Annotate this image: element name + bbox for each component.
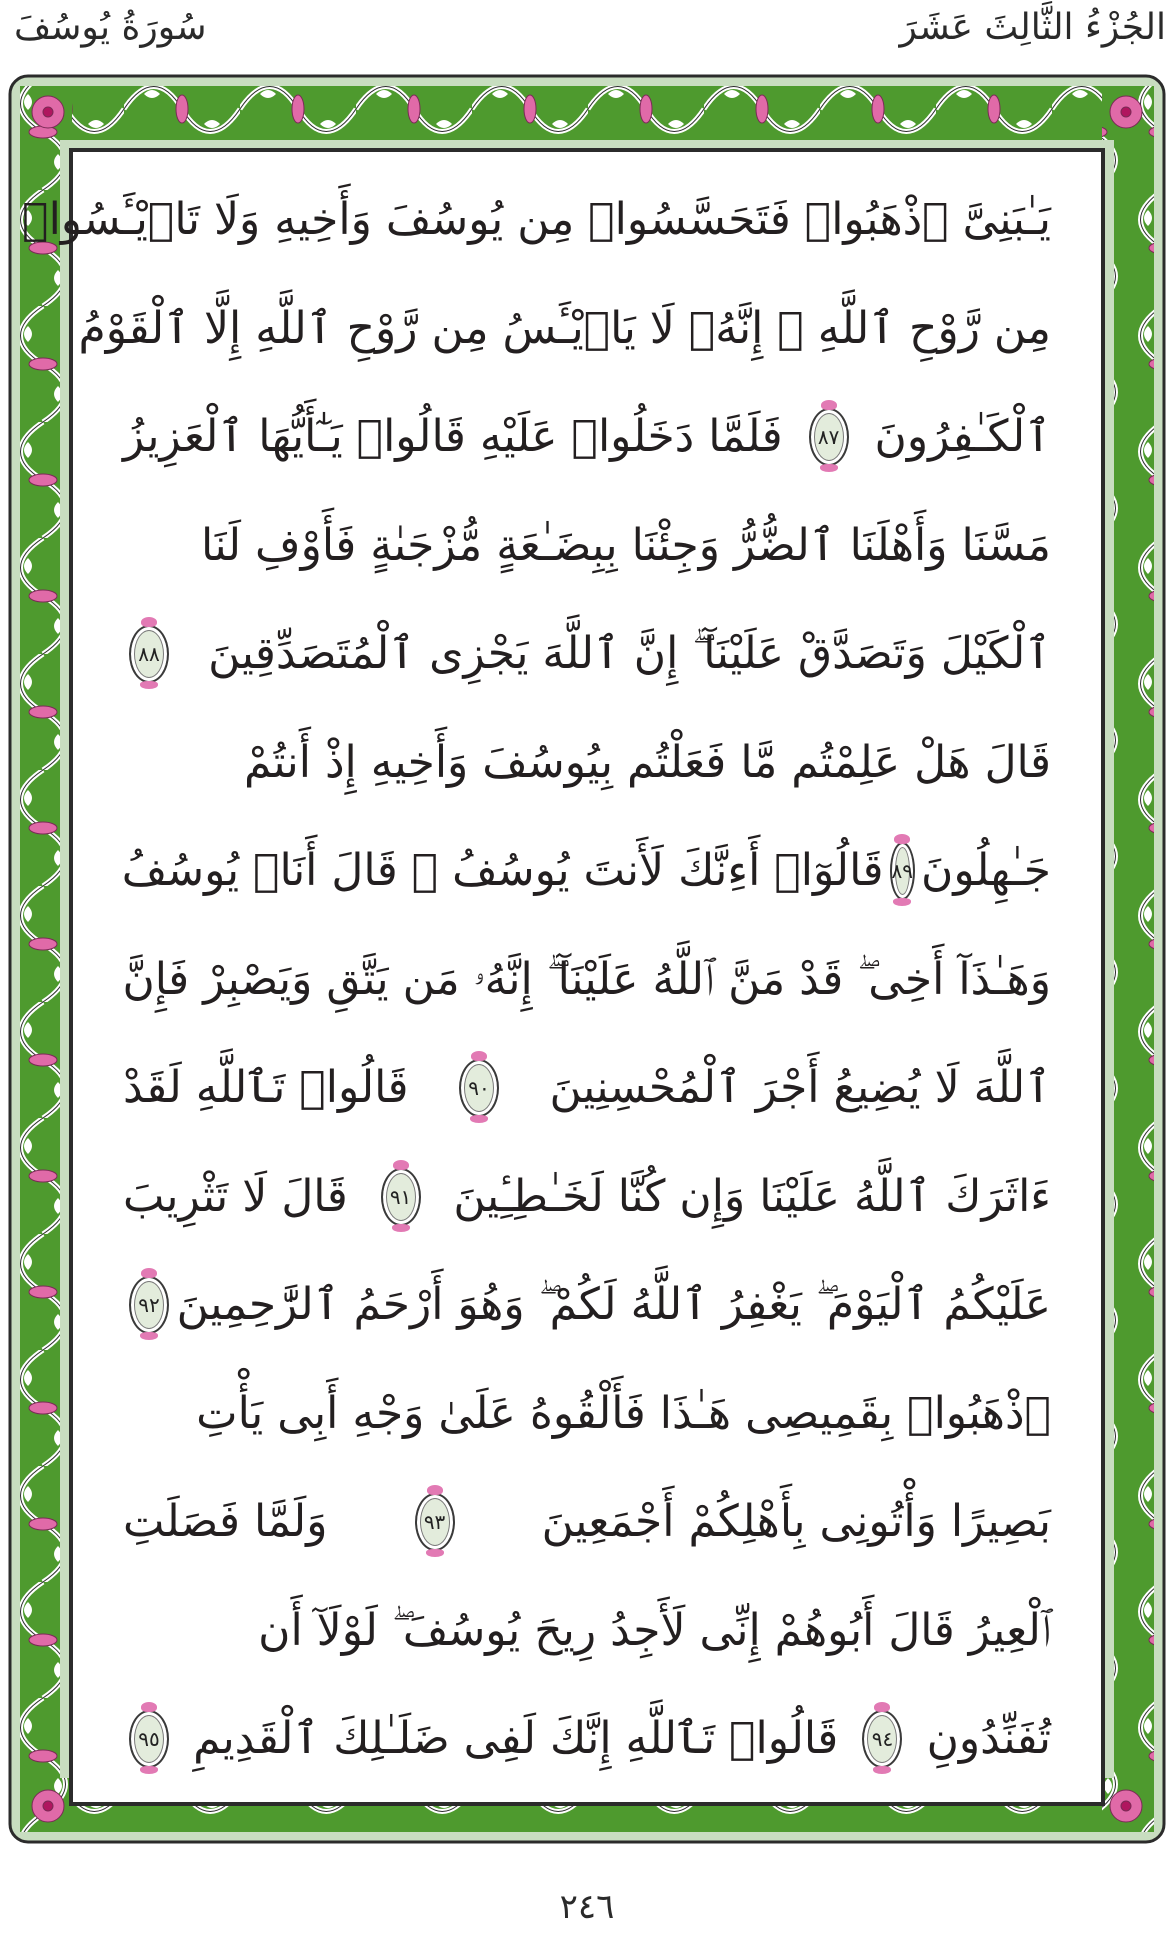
mushaf-text-panel [22,152,1101,1801]
ayah-number-marker: ٩٣ [415,1493,455,1551]
verse-line [123,1360,1051,1468]
verse-text: مَسَّنَا وَأَهْلَنَا ٱلضُّرُّ وَجِئْنَا بِبِضَـٰعَةٍ مُّزْجَىٰةٍ فَأَوْفِ لَنَا [200,519,1051,571]
verse-text: قَالَ هَلْ عَلِمْتُم مَّا فَعَلْتُم بِيُوسُفَ وَأَخِيهِ إِذْ أَنتُمْ [243,736,1051,788]
verse-line [123,1251,1051,1359]
verse-text: ءَاثَرَكَ ٱللَّهُ عَلَيْنَا وَإِن كُنَّا لَخَـٰطِـِٔينَ [453,1170,1051,1222]
verse-line [123,1577,1051,1685]
verse-line [123,817,1051,925]
verse-text: مِن رَّوْحِ ٱللَّهِ ۖ إِنَّهُۥ لَا يَا۟يْـَٔسُ مِن رَّوْحِ ٱللَّهِ إِلَّا ٱلْقَوْمُ [78,302,1051,354]
verse-text: جَـٰهِلُونَ [921,845,1051,896]
verse-text: تُفَنِّدُونِ [926,1713,1051,1764]
ayah-number-marker: ٩٥ [129,1710,169,1768]
verse-line [78,275,1051,383]
verse-lines [22,152,1101,1801]
verse-text: ٱلْعِيرُ قَالَ أَبُوهُمْ إِنِّى لَأَجِدُ رِيحَ يُوسُفَ ۖ لَوْلَآ أَن [258,1604,1051,1656]
verse-line [123,600,1051,708]
verse-text: وَهَـٰذَآ أَخِى ۖ قَدْ مَنَّ ٱللَّهُ عَلَيْنَآ ۖ إِنَّهُۥ مَن يَتَّقِ وَيَصْبِرْ فَإِنَّ [122,953,1051,1005]
verse-line [123,383,1051,491]
verse-text: يَـٰبَنِىَّ ٱذْهَبُوا۟ فَتَحَسَّسُوا۟ مِن يُوسُفَ وَأَخِيهِ وَلَا تَا۟يْـَٔسُوا۟ [22,194,1051,245]
ayah-number-marker: ٩١ [381,1168,421,1226]
ayah-number-marker: ٩٢ [129,1276,169,1334]
verse-text: ٱلْكَـٰفِرُونَ [874,411,1051,462]
verse-text: عَلَيْكُمُ ٱلْيَوْمَ ۖ يَغْفِرُ ٱللَّهُ لَكُمْ ۖ وَهُوَ أَرْحَمُ ٱلرَّٰحِمِينَ [176,1279,1051,1330]
ayah-number-marker: ٨٧ [809,408,849,466]
verse-text: قَالَ لَا تَثْرِيبَ [123,1170,348,1222]
verse-line [123,1034,1051,1142]
verse-text: قَالُوا۟ تَٱللَّهِ لَقَدْ [123,1062,409,1113]
verse-line [22,166,1051,274]
verse-line [123,1143,1051,1251]
ayah-number-marker: ٨٩ [890,842,915,900]
verse-text: ٱذْهَبُوا۟ بِقَمِيصِى هَـٰذَا فَأَلْقُوهُ عَلَىٰ وَجْهِ أَبِى يَأْتِ [196,1387,1051,1439]
verse-text: ٱلْكَيْلَ وَتَصَدَّقْ عَلَيْنَآ ۖ إِنَّ ٱللَّهَ يَجْزِى ٱلْمُتَصَدِّقِينَ [208,628,1051,679]
juz-title: الجُزْءُ الثَّالِثَ عَشَرَ [899,7,1166,48]
page-number: ٢٤٦ [559,1887,615,1927]
verse-line [123,709,1051,817]
verse-text: فَلَمَّا دَخَلُوا۟ عَلَيْهِ قَالُوا۟ يَـٰٓأَيُّهَا ٱلْعَزِيزُ [123,411,783,462]
verse-text: قَالُوا۟ تَٱللَّهِ إِنَّكَ لَفِى ضَلَـٰلِكَ ٱلْقَدِيمِ [193,1713,839,1764]
verse-line [123,1468,1051,1576]
verse-line [123,1685,1051,1793]
verse-text: بَصِيرًا وَأْتُونِى بِأَهْلِكُمْ أَجْمَعِينَ [541,1496,1051,1547]
surah-title: سُورَةُ يُوسُفَ [14,7,207,48]
ayah-number-marker: ٩٤ [862,1710,902,1768]
ayah-number-marker: ٨٨ [129,625,169,683]
verse-line [123,926,1051,1034]
verse-text: قَالُوٓا۟ أَءِنَّكَ لَأَنتَ يُوسُفُ ۖ قَالَ أَنَا۠ يُوسُفُ [121,845,884,896]
ayah-number-marker: ٩٠ [459,1059,499,1117]
verse-text: ٱللَّهَ لَا يُضِيعُ أَجْرَ ٱلْمُحْسِنِينَ [549,1062,1051,1113]
verse-text: وَلَمَّا فَصَلَتِ [123,1496,328,1547]
verse-line [123,492,1051,600]
